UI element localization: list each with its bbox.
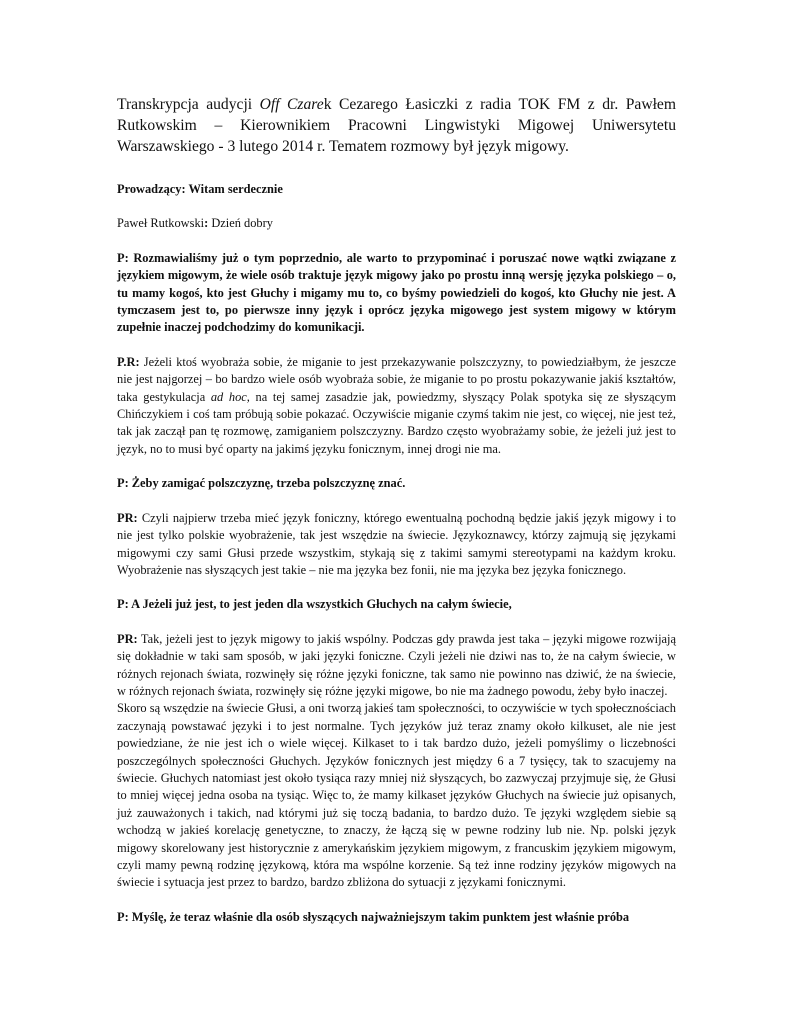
- guest-answer: PR: Tak, jeżeli jest to język migowy to jakiś wspólny. Podczas gdy prawda jest taka – języki migowe rozwijają się dokładnie w taki sam sposób, w jaki języki foniczne. Czyli jeżeli nie dziwi nas to, że na całym świecie, w różnych rejonach świata, rozwinęły się różne języki foniczne, tak samo nie powinno nas dziwić, że na świecie, w różnych rejonach świata, rozwinęły się różne języki migowe, bo nie ma żadnego powodu, żeby było inaczej.: [117, 631, 676, 698]
- speaker-label: Paweł Rutkowski: [117, 216, 205, 231]
- host-question: P: Myślę, że teraz właśnie dla osób słyszących najważniejszym takim punktem jest właśnie próba: [117, 909, 630, 924]
- transcript-page: [117, 94, 676, 943]
- document-title: Transkrypcja audycji Off Czarek Cezarego Łasiczki z radia TOK FM z dr. Pawłem Rutkowskim – Kierownikiem Pracowni Lingwistyki Migowej Uniwersytetu Warszawskiego - 3 lutego 2014 r. Tematem rozmowy był język migowy.: [117, 96, 676, 155]
- speaker-label: PR:: [117, 631, 138, 646]
- speaker-label: P.R:: [117, 354, 140, 369]
- host-question: P: A Jeżeli już jest, to jest jeden dla wszystkich Głuchych na całym świecie,: [117, 597, 512, 612]
- show-name: Off Czare: [259, 96, 324, 113]
- guest-answer: P.R: Jeżeli ktoś wyobraża sobie, że miganie to jest przekazywanie polszczyzny, to powiedziałbym, że jeszcze nie jest najgorzej – bo bardzo wiele osób wyobraża sobie, że miganie to po prostu pokazywanie jakiś kształtów, taka gestykulacja ad hoc, na tej samej zasadzie jak, powiedzmy, słyszący Polak spotyka się ze słyszącym Chińczykiem i coś tam próbują sobie pokazać. Oczywiście miganie czymś takim nie jest, co więcej, nie jest też, tak jak zaczął pan tę rozmowę, zamiganiem polszczyzny. Bardzo często wyobrażamy sobie, że jeżeli już jest to język, no to musi być oparty na jakimś języku fonicznym, innej drogi nie ma.: [117, 354, 676, 456]
- guest-greeting: Paweł Rutkowski: Dzień dobry: [117, 216, 273, 231]
- host-question: P: Rozmawialiśmy już o tym poprzednio, ale warto to przypominać i poruszać nowe wątki związane z językiem migowym, że wiele osób traktuje język migowy jako po prostu inną wersję języka polskiego – o, tu mamy kogoś, kto jest Głuchy i migamy mu to, co byśmy powiedzieli do kogoś, kto Głuchy nie jest. A tymczasem jest to, po pierwsze inny język i oprócz języka migowego jest system migowy w którym zupełnie inaczej podchodzimy do komunikacji.: [117, 250, 676, 335]
- guest-answer: PR: Czyli najpierw trzeba mieć język foniczny, którego ewentualną pochodną będzie jakiś język migowy i to nie jest tylko polskie wyobrażenie, tak jest wszędzie na świecie. Językoznawcy, którzy zajmują się językami migowymi czy sami Głusi przede wszystkim, stykają się z takimi samymi stereotypami na każdym kroku. Wyobrażenie nas słyszących jest takie – nie ma języka bez fonii, nie ma języka bez języka fonicznego.: [117, 510, 676, 577]
- guest-answer-continued: Skoro są wszędzie na świecie Głusi, a oni tworzą jakieś tam społeczności, to oczywiście w tych społecznościach zaczynają powstawać języki i to jest normalne. Tych języków już teraz znamy około kilkuset, ale nie jest powiedziane, że nie jest ich o wiele więcej. Kilkaset to i tak bardzo dużo, jeżeli pomyślimy o liczebności poszczególnych społeczności Głuchych. Języków fonicznych jest między 6 a 7 tysięcy, tak to szacujemy na świecie. Głuchych natomiast jest około tysiąca razy mniej niż słyszących, bo zazwyczaj przyjmuje się, że Głusi to mniej więcej jedna osoba na tysiąc. Więc to, że mamy kilkaset języków Głuchych na świecie już opisanych, już zauważonych i takich, nad którymi już się toczą badania, to bardzo dużo. Te języki względem siebie są wchodzą w jakieś korelację genetyczne, to znaczy, że łączą się w pewne rodziny lub nie. Np. polski język migowy skorelowany jest historycznie z amerykańskim językiem migowym, z francuskim językiem migowym, czyli mamy pewną rodzinę językową, która ma wspólne korzenie. Są też inne rodziny języków migowych na świecie i sytuacja jest przez to bardzo, bardzo zbliżona do sytuacji z językami fonicznymi.: [117, 701, 676, 890]
- host-question: P: Żeby zamigać polszczyznę, trzeba polszczyznę znać.: [117, 476, 406, 491]
- speaker-label: PR:: [117, 510, 138, 525]
- host-greeting: Prowadzący: Witam serdecznie: [117, 182, 283, 196]
